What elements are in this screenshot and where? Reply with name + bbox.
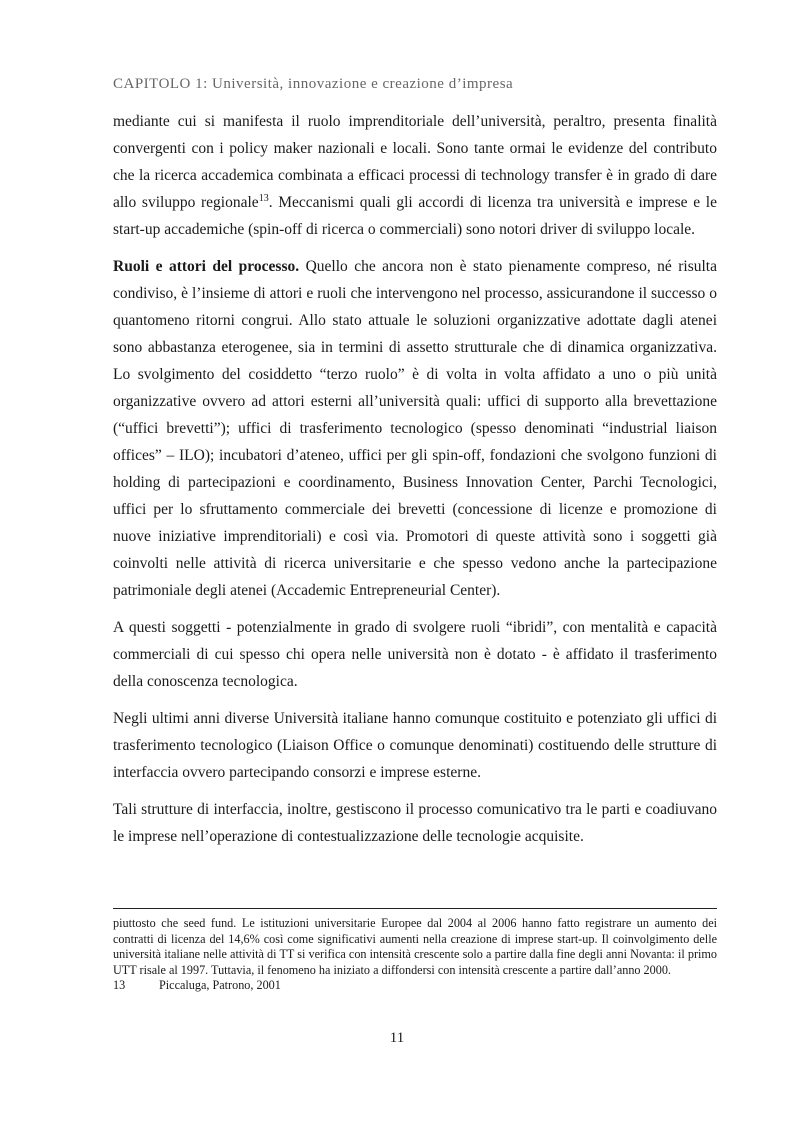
footnote-13 <box>113 978 717 994</box>
paragraph-3: A questi soggetti - potenzialmente in grado di svolgere ruoli “ibridi”, con mentalità e capacità commerciali di cui spesso chi opera nelle università non è dotato - è affidato il trasferimento della conoscenza tecnologica. <box>113 619 717 690</box>
paragraph-1-text-b: . Meccanismi quali gli accordi di licenza tra università e imprese e le start-up accademiche (spin-off di ricerca o commerciali) sono notori driver di sviluppo locale. <box>113 194 717 238</box>
footnote-number: 13 <box>113 978 126 992</box>
footnote-continuation: piuttosto che seed fund. Le istituzioni universitarie Europee dal 2004 al 2006 hanno fatto registrare un aumento dei contratti di licenza del 14,6% così come significativi aumenti nella creazione di imprese start-up. Il coinvolgimento delle università italiane nelle attività di TT si verifica con intensità crescente solo a partire dalla fine degli anni Novanta: il primo UTT risale al 1997. Tuttavia, il fenomeno ha iniziato a diffondersi con intensità crescente a partire dall’anno 2000. <box>113 916 717 977</box>
paragraph-4: Negli ultimi anni diverse Università italiane hanno comunque costituito e potenziato gli uffici di trasferimento tecnologico (Liaison Office o comunque denominati) costituendo delle strutture di interfaccia ovvero partecipando consorzi e imprese esterne. <box>113 710 717 781</box>
section-heading: Ruoli e attori del processo. <box>113 258 300 275</box>
paragraph-2 <box>113 253 717 604</box>
body-text <box>113 108 717 860</box>
paragraph-5: Tali strutture di interfaccia, inoltre, gestiscono il processo comunicativo tra le parti e coadiuvano le imprese nell’operazione di contestualizzazione delle tecnologie acquisite. <box>113 801 717 845</box>
footnote-text: Piccaluga, Patrono, 2001 <box>159 978 281 992</box>
chapter-header: CAPITOLO 1: Università, innovazione e creazione d’impresa <box>113 76 514 92</box>
footnotes <box>113 916 717 994</box>
paragraph-1-text-a: mediante cui si manifesta il ruolo imprenditoriale dell’università, peraltro, presenta finalità convergenti con i policy maker nazionali e locali. Sono tante ormai le evidenze del contributo che la ricerca accademica combinata a efficaci processi di technology transfer è in grado di dare allo sviluppo regionale <box>113 113 717 211</box>
page-number: 11 <box>389 1030 405 1046</box>
footnote-separator <box>113 908 717 909</box>
footnote-ref-13[interactable]: 13 <box>258 192 269 204</box>
paragraph-2-text: Quello che ancora non è stato pienamente compreso, né risulta condiviso, è l’insieme di attori e ruoli che intervengono nel processo, assicurandone il successo o quantomeno ritorni congrui. Allo stato attuale le soluzioni organizzative adottate dagli atenei sono abbastanza eterogenee, sia in termini di assetto strutturale che di dinamica organizzativa. Lo svolgimento del cosiddetto “terzo ruolo” è di volta in volta affidato a uno o più unità organizzative ovvero ad attori esterni all’università quali: uffici di supporto alla brevettazione (“uffici brevetti”); uffici di trasferimento tecnologico (spesso denominati “industrial liaison offices” – ILO); incubatori d’ateneo, uffici per gli spin-off, fondazioni che svolgono funzioni di holding di partecipazioni e coordinamento, Business Innovation Center, Parchi Tecnologici, uffici per lo sfruttamento commerciale dei brevetti (concessione di licenze e promozione di nuove iniziative imprenditoriali) e così via. Promotori di queste attività sono i soggetti già coinvolti nelle attività di ricerca universitarie e che spesso vedono anche la partecipazione patrimoniale degli atenei (Accademic Entrepreneurial Center). <box>113 258 717 599</box>
paragraph-1 <box>113 108 717 243</box>
